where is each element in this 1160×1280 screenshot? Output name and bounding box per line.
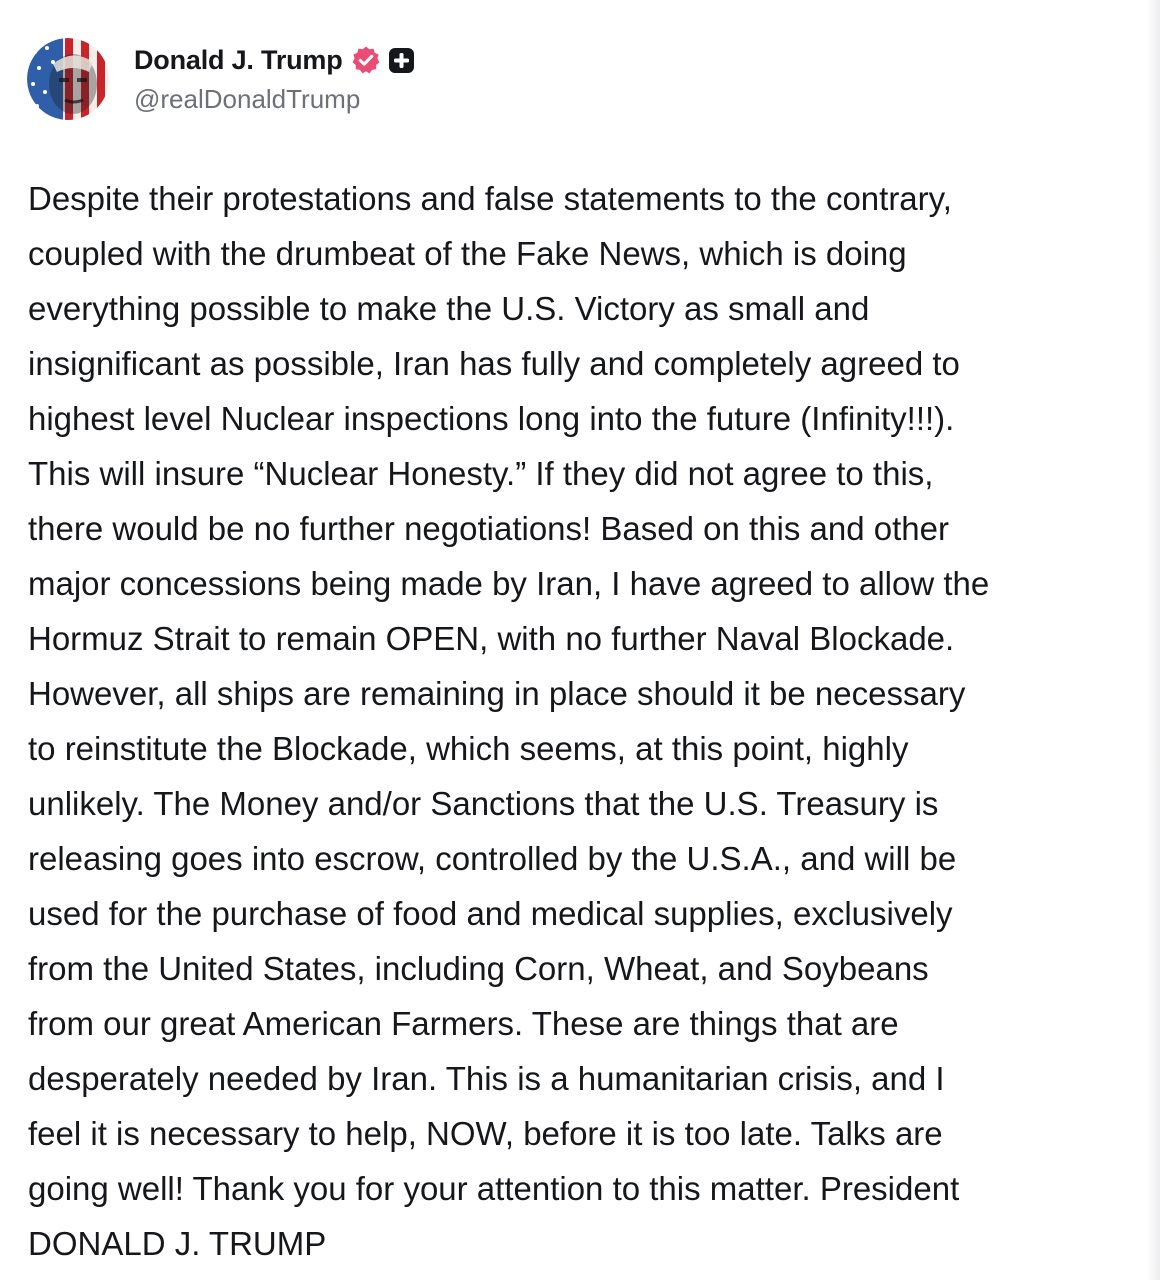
post-text-line: releasing goes into escrow, controlled by the U.S.A., and will be [28,840,957,877]
post-text-line: Hormuz Strait to remain OPEN, with no further Naval Blockade. [28,620,955,657]
post-body [28,171,1133,1271]
avatar[interactable] [27,38,109,120]
post-text-line: feel it is necessary to help, NOW, before it is too late. Talks are [28,1115,943,1152]
page-edge-shadow [1146,0,1160,1280]
post-text-line: Despite their protestations and false statements to the contrary, [28,180,952,217]
name-row [134,40,415,80]
post-text-line: desperately needed by Iran. This is a humanitarian crisis, and I [28,1060,945,1097]
post-text-line: to reinstitute the Blockade, which seems, at this point, highly [28,730,909,767]
post-text-line: used for the purchase of food and medical supplies, exclusively [28,895,953,932]
author-display-name[interactable]: Donald J. Trump [134,44,343,75]
plus-square-icon [388,47,415,74]
post-text-line: everything possible to make the U.S. Victory as small and [28,290,870,327]
post-text-line: from the United States, including Corn, Wheat, and Soybeans [28,950,929,987]
post-text-line: going well! Thank you for your attention to this matter. President [28,1170,960,1207]
verified-badge-icon [351,45,381,75]
post-text-line: DONALD J. TRUMP [28,1225,327,1262]
post-text-line: However, all ships are remaining in place should it be necessary [28,675,966,712]
post-header [27,38,415,120]
post-text-line: coupled with the drumbeat of the Fake News, which is doing [28,235,907,272]
post-text-line: highest level Nuclear inspections long into the future (Infinity!!!). [28,400,955,437]
post-text-line: from our great American Farmers. These are things that are [28,1005,899,1042]
author-identity [134,40,415,115]
post-text-line: major concessions being made by Iran, I have agreed to allow the [28,565,990,602]
post-text-line: unlikely. The Money and/or Sanctions that the U.S. Treasury is [28,785,939,822]
post-text-line: insignificant as possible, Iran has fully and completely agreed to [28,345,960,382]
avatar-image [27,38,109,120]
author-handle[interactable]: @realDonaldTrump [134,84,361,114]
post-text-line: there would be no further negotiations! Based on this and other [28,510,949,547]
post-text-line: This will insure “Nuclear Honesty.” If they did not agree to this, [28,455,934,492]
